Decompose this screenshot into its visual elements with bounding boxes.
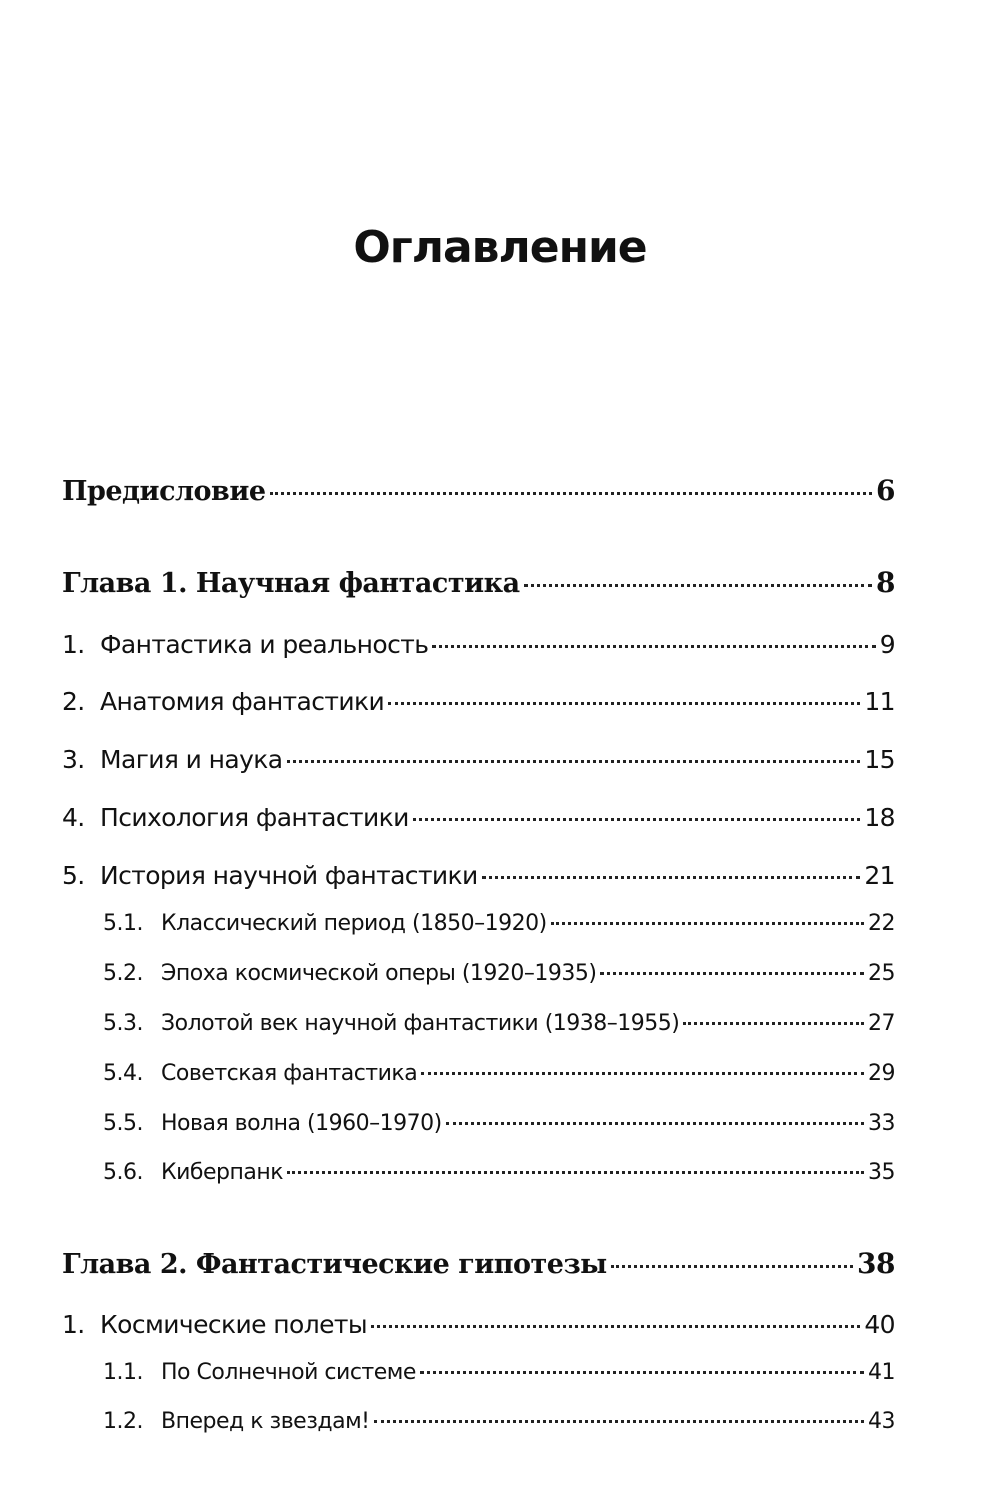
toc-entry-page: 8 [876,566,895,599]
toc-entry-page: 43 [868,1409,895,1434]
dot-leader [413,818,861,821]
dot-leader [371,1325,860,1328]
toc-entry-number: 4. [62,803,85,832]
toc-entry-label: Вперед к звездам! [161,1409,370,1434]
page-title: Оглавление [353,222,647,273]
toc-entry-label: Предисловие [62,476,266,507]
toc-entry-subsection [103,1409,895,1434]
toc-entry-label: Психология фантастики [100,803,409,832]
toc-entry-subsection [103,1360,895,1385]
toc-entry-number: 3. [62,745,85,774]
toc-entry-label: Эпоха космической оперы (1920–1935) [161,961,597,986]
toc-entry-number: 5.6. [103,1160,143,1185]
dot-leader [374,1420,864,1423]
toc-entry-label: Новая волна (1960–1970) [161,1111,442,1136]
toc-entry-page: 40 [864,1310,895,1339]
toc-entry-page: 11 [864,687,895,716]
dot-leader [611,1265,853,1268]
toc-entry-subsection [103,1011,895,1036]
toc-entry-page: 18 [864,803,895,832]
dot-leader [524,584,872,587]
toc-entry-page: 25 [868,961,895,986]
toc-entry-number: 1.1. [103,1360,143,1385]
toc-entry-section [62,745,895,774]
dot-leader [482,876,861,879]
toc-entry-number: 5.5. [103,1111,143,1136]
toc-entry-section [62,687,895,716]
dot-leader [446,1122,864,1125]
toc-entry-page: 9 [879,630,895,659]
toc-entry-subsection [103,961,895,986]
toc-entry-label: Космические полеты [100,1310,367,1339]
toc-entry-section [62,630,895,659]
toc-entry-label: Золотой век научной фантастики (1938–1955) [161,1011,680,1036]
dot-leader [432,645,875,648]
toc-entry-label: Фантастика и реальность [100,630,429,659]
toc-entry-page: 6 [876,474,895,507]
toc-entry-page: 35 [868,1160,895,1185]
toc-entry-subsection [103,911,895,936]
dot-leader [421,1072,864,1075]
toc-entry-chapter-1 [62,566,895,599]
toc-entry-label: История научной фантастики [100,861,478,890]
toc-entry-number: 1. [62,630,85,659]
toc-entry-number: 5.3. [103,1011,143,1036]
dot-leader [420,1371,864,1374]
toc-entry-page: 33 [868,1111,895,1136]
toc-entry-number: 2. [62,687,85,716]
toc-entry-page: 27 [868,1011,895,1036]
toc-entry-page: 41 [868,1360,895,1385]
toc-entry-page: 38 [857,1247,895,1280]
toc-entry-section [62,861,895,890]
toc-entry-page: 21 [864,861,895,890]
toc-entry-subsection [103,1061,895,1086]
toc-entry-number: 5.4. [103,1061,143,1086]
toc-entry-preface [62,474,895,507]
dot-leader [600,972,864,975]
toc-entry-number: 5. [62,861,85,890]
toc-entry-label: Глава 2. Фантастические гипотезы [62,1249,607,1280]
toc-entry-page: 29 [868,1061,895,1086]
toc-entry-label: Киберпанк [161,1160,284,1185]
toc-entry-chapter-2 [62,1247,895,1280]
toc-entry-label: Советская фантастика [161,1061,418,1086]
toc-entry-section [62,803,895,832]
dot-leader [551,922,864,925]
dot-leader [287,1171,864,1174]
toc-entry-label: Глава 1. Научная фантастика [62,568,520,599]
toc-entry-subsection [103,1111,895,1136]
toc-entry-label: По Солнечной системе [161,1360,416,1385]
toc-entry-label: Магия и наука [100,745,283,774]
toc-entry-label: Классический период (1850–1920) [161,911,547,936]
toc-entry-page: 15 [864,745,895,774]
toc-entry-label: Анатомия фантастики [100,687,385,716]
toc-entry-page: 22 [868,911,895,936]
dot-leader [270,492,872,495]
dot-leader [388,702,860,705]
toc-entry-section [62,1310,895,1339]
toc-entry-subsection [103,1160,895,1185]
dot-leader [683,1022,864,1025]
toc-entry-number: 5.2. [103,961,143,986]
dot-leader [287,760,861,763]
toc-entry-number: 1.2. [103,1409,143,1434]
toc-entry-number: 5.1. [103,911,143,936]
toc-entry-number: 1. [62,1310,85,1339]
